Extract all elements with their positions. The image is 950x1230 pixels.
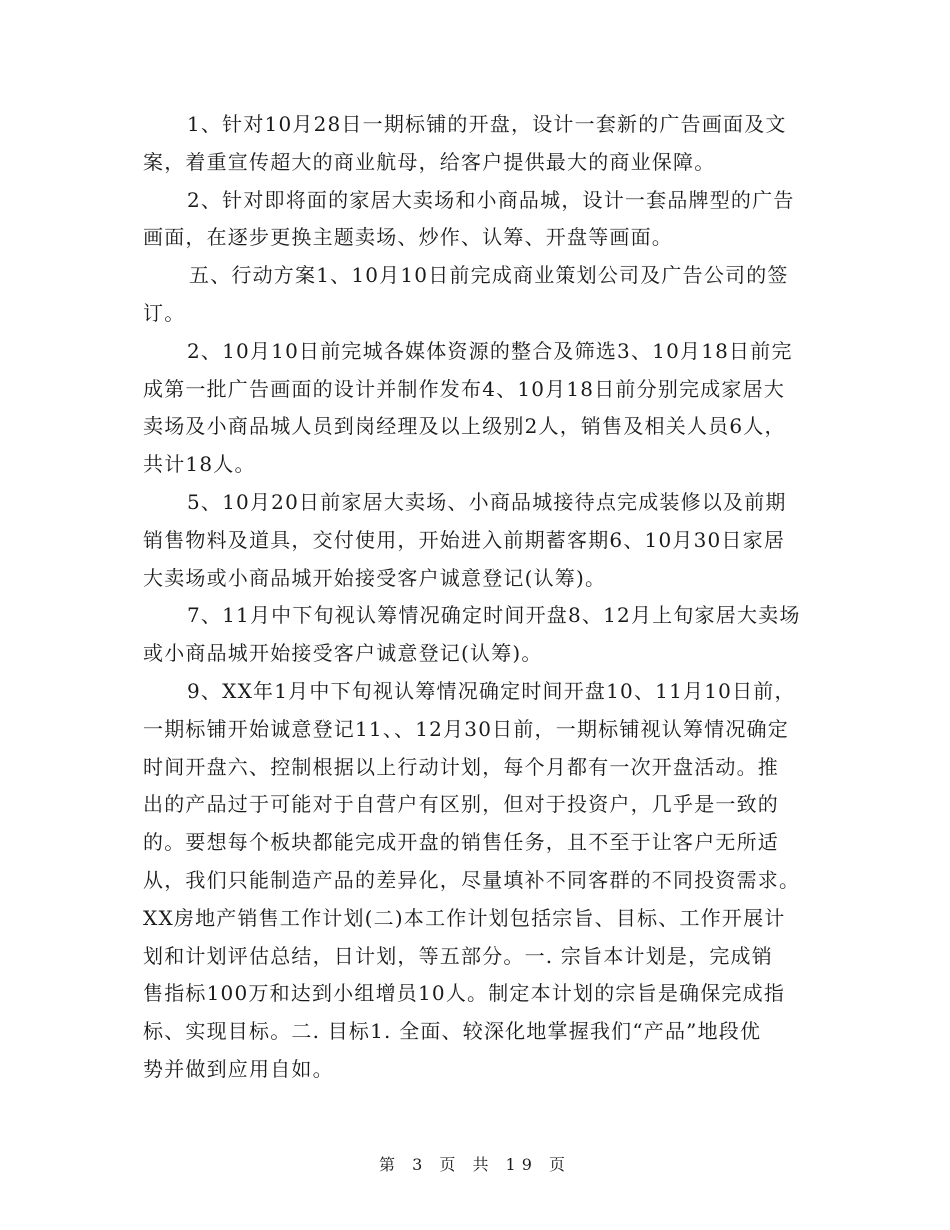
text-line: 划和计划评估总结，日计划，等五部分。一. 宗旨本计划是，完成销 (143, 943, 773, 968)
text-line: 订。 (143, 300, 186, 325)
text-line: 成第一批广告画面的设计并制作发布4、10月18日前分别完成家居大 (143, 376, 786, 401)
text-line: 势并做到应用自如。 (143, 1056, 334, 1081)
text-line: 2、10月10日前完城各媒体资源的整合及筛选3、10月18日前完 (187, 338, 793, 363)
text-line: 售指标100万和达到小组增员10人。制定本计划的宗旨是确保完成指 (143, 981, 786, 1006)
text-line: 时间开盘六、控制根据以上行动计划，每个月都有一次开盘活动。推 (143, 754, 779, 779)
text-line: 2、针对即将面的家居大卖场和小商品城，设计一套品牌型的广告 (187, 187, 795, 212)
text-line: 共计18人。 (143, 452, 256, 477)
text-line: 5、10月20日前家居大卖场、小商品城接待点完成装修以及前期 (187, 489, 787, 514)
text-line: 案，着重宣传超大的商业航母，给客户提供最大的商业保障。 (143, 149, 716, 174)
body-text (143, 106, 809, 1089)
text-line: 标、实现目标。二. 目标1. 全面、较深化地掌握我们“产品”地段优 (143, 1019, 762, 1044)
text-line: 卖场及小商品城人员到岗经理及以上级别2人，销售及相关人员6人， (143, 414, 786, 439)
text-line: 一期标铺开始诚意登记11、、12月30日前，一期标铺视认筹情况确定 (143, 716, 789, 741)
text-line: 的。要想每个板块都能完成开盘的销售任务，且不至于让客户无所适 (143, 830, 779, 855)
text-line: 五、行动方案1、10月10日前完成商业策划公司及广告公司的签 (189, 263, 789, 288)
text-line: 从，我们只能制造产品的差异化，尽量填补不同客群的不同投资需求。 (143, 867, 801, 892)
text-line: 大卖场或小商品城开始接受客户诚意登记(认筹)。 (143, 565, 607, 590)
text-line: 出的产品过于可能对于自营户有区别，但对于投资户，几乎是一致的 (143, 792, 779, 817)
text-line: 或小商品城开始接受客户诚意登记(认筹)。 (143, 641, 543, 666)
text-line: 销售物料及道具，交付使用，开始进入前期蓄客期6、10月30日家居 (143, 527, 786, 552)
text-line: XX房地产销售工作计划(二)本工作计划包括宗旨、目标、工作开展计 (143, 905, 786, 930)
text-line: 7、11月中下旬视认筹情况确定时间开盘8、12月上旬家居大卖场 (187, 603, 801, 628)
page-number-footer: 第 3 页 共 19 页 (379, 1155, 571, 1174)
text-line: 1、针对10月28日一期标铺的开盘，设计一套新的广告画面及文 (187, 112, 787, 136)
text-line: 画面，在逐步更换主题卖场、炒作、认筹、开盘等画面。 (143, 225, 673, 250)
text-line: 9、XX年1月中下旬视认筹情况确定时间开盘10、11月10日前， (187, 678, 796, 703)
